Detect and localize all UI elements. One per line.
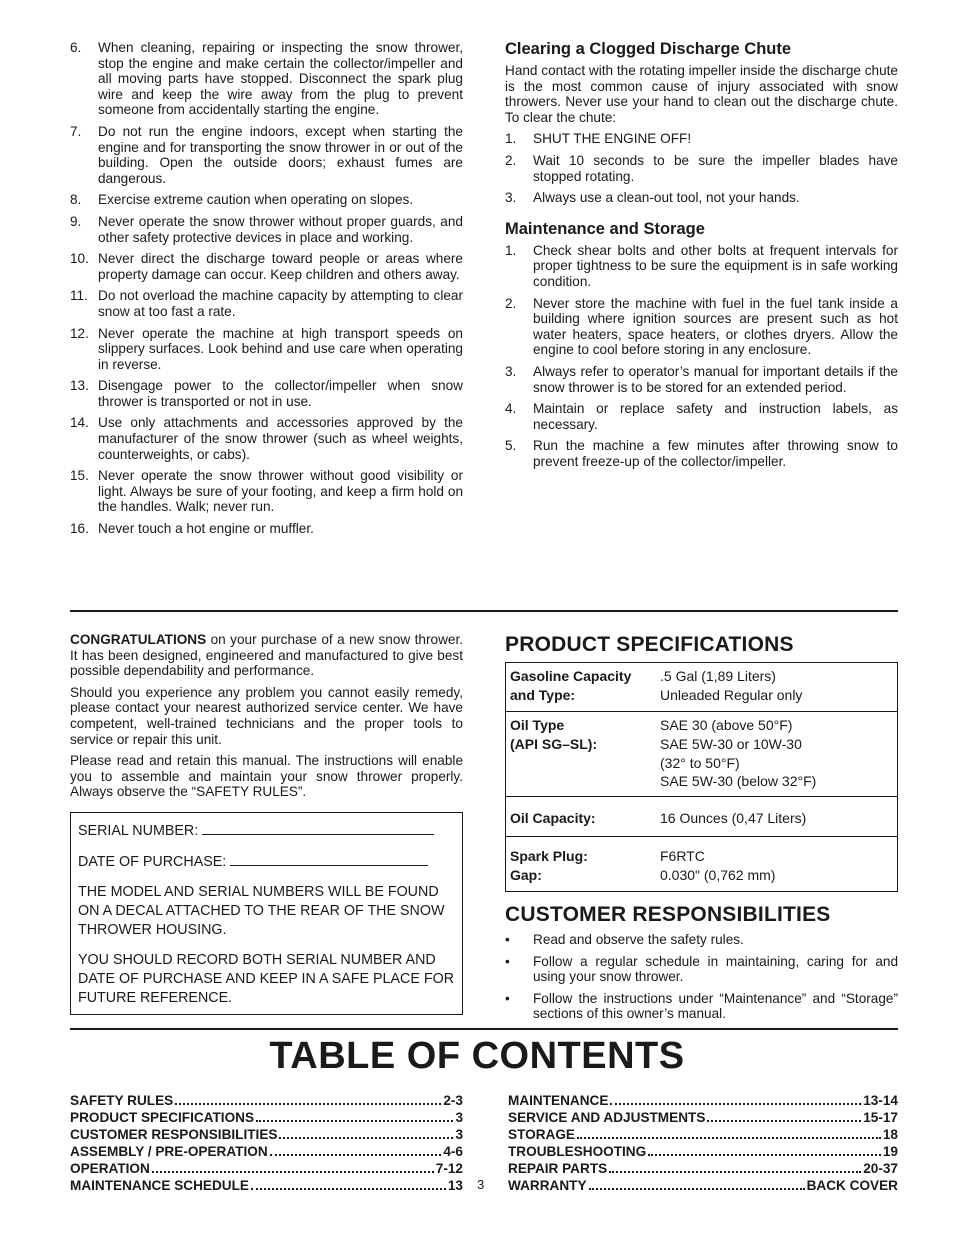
spec-row-gasoline: [506, 663, 898, 712]
toc-left-column: [70, 1092, 463, 1194]
list-item-number: 15.: [70, 468, 89, 484]
toc-entry[interactable]: [508, 1126, 898, 1143]
toc-leader-dots: [251, 1187, 446, 1190]
list-item-text: Follow the instructions under “Maintenance” and “Storage” sections of this owner’s manual.: [533, 990, 898, 1022]
chute-maintenance-column: [505, 40, 898, 475]
spec-value: .5 Gal (1,89 Liters): [660, 668, 776, 684]
toc-entry-page: 13-14: [863, 1093, 898, 1108]
list-item: [70, 415, 463, 462]
list-item-number: 4.: [505, 401, 517, 417]
list-item-text: Never operate the machine at high transport speeds on slippery surfaces. Look behind and use care when operating in reverse.: [98, 325, 463, 372]
toc-entry[interactable]: [70, 1143, 463, 1160]
toc-leader-dots: [610, 1102, 861, 1105]
serial-number-line: [78, 821, 455, 841]
congratulations-column: [70, 632, 463, 1015]
list-item-number: 5.: [505, 438, 517, 454]
safety-rules-list: [70, 40, 463, 537]
toc-divider: [70, 1028, 898, 1030]
list-item-text: Never store the machine with fuel in the fuel tank inside a building where ignition sources are present such as hot water heaters, space heaters, or clothes dryers. Allow the engine to cool before storing in any enclosure.: [533, 295, 898, 358]
spec-row-oil-type: [506, 712, 898, 797]
list-item-number: 3.: [505, 190, 517, 206]
list-item-number: 1.: [505, 131, 517, 147]
product-specifications-heading: PRODUCT SPECIFICATIONS: [505, 633, 794, 656]
toc-entry-title: PRODUCT SPECIFICATIONS: [70, 1110, 255, 1125]
list-item: [505, 401, 898, 432]
customer-responsibilities-heading: CUSTOMER RESPONSIBILITIES: [505, 903, 831, 926]
list-item-text: Never operate the snow thrower without good visibility or light. Always be sure of your footing, and keep a firm hold on the handles. Walk; never run.: [98, 468, 463, 515]
list-item-text: Exercise extreme caution when operating on slopes.: [98, 192, 414, 208]
list-item-text: Never direct the discharge toward people or areas where property damage can occur. Keep children and others away.: [98, 251, 463, 282]
toc-entry-title: CUSTOMER RESPONSIBILITIES: [70, 1127, 278, 1142]
serial-location-note: THE MODEL AND SERIAL NUMBERS WILL BE FOUND ON A DECAL ATTACHED TO THE REAR OF THE SNOW THROWER HOUSING.: [78, 883, 445, 938]
spec-label: and Type:: [510, 687, 576, 703]
list-item-text: Always use a clean-out tool, not your hands.: [533, 190, 800, 206]
retain-manual-paragraph: Please read and retain this manual. The instructions will enable you to assemble and maintain your snow thrower properly. Always observe the “SAFETY RULES”.: [70, 753, 463, 800]
list-item: [505, 932, 898, 948]
toc-leader-dots: [279, 1136, 453, 1139]
list-item-number: 13.: [70, 378, 89, 394]
list-item-text: SHUT THE ENGINE OFF!: [533, 131, 692, 147]
list-item: [70, 288, 463, 319]
safety-rules-column: [70, 40, 463, 543]
bullet-icon: •: [505, 990, 510, 1006]
list-item-number: 1.: [505, 242, 517, 258]
list-item: [70, 214, 463, 245]
list-item: [70, 326, 463, 373]
toc-leader-dots: [270, 1153, 442, 1156]
spec-value: SAE 30 (above 50°F): [660, 717, 793, 733]
list-item-number: 6.: [70, 40, 82, 55]
list-item-text: Wait 10 seconds to be sure the impeller blades have stopped rotating.: [533, 152, 898, 184]
toc-leader-dots: [175, 1102, 441, 1105]
list-item: [70, 251, 463, 282]
toc-entry-page: 19: [882, 1144, 898, 1159]
serial-number-blank[interactable]: [202, 821, 434, 835]
toc-entry-title: ASSEMBLY / PRE-OPERATION: [70, 1144, 268, 1159]
list-item-text: Read and observe the safety rules.: [533, 932, 744, 947]
list-item: [505, 243, 898, 290]
list-item: [505, 991, 898, 1022]
toc-entry-title: STORAGE: [508, 1127, 575, 1142]
spec-label: Oil Type: [510, 717, 565, 733]
toc-leader-dots: [256, 1119, 453, 1122]
spec-row-oil-capacity: [506, 797, 898, 837]
list-item-number: 2.: [505, 152, 517, 168]
list-item-number: 11.: [70, 288, 88, 304]
list-item-text: Maintain or replace safety and instruction labels, as necessary.: [533, 401, 898, 432]
list-item: [505, 296, 898, 358]
toc-entry-page: BACK COVER: [806, 1178, 898, 1193]
list-item-text: Run the machine a few minutes after throwing snow to prevent freeze-up of the collector/impeller.: [533, 438, 898, 469]
spec-label: Spark Plug:: [510, 848, 588, 864]
toc-entry[interactable]: [70, 1109, 463, 1126]
list-item: [505, 153, 898, 184]
customer-responsibilities-list: [505, 932, 898, 1022]
toc-entry-title: OPERATION: [70, 1161, 150, 1176]
spec-value: (32° to 50°F): [660, 755, 740, 771]
spec-value: F6RTC: [660, 848, 705, 864]
toc-entry-title: SERVICE AND ADJUSTMENTS: [508, 1110, 706, 1125]
list-item: [70, 378, 463, 409]
toc-entry-page: 3: [455, 1127, 463, 1142]
toc-entry-page: 3: [455, 1110, 463, 1125]
congrats-paragraph: [70, 632, 463, 679]
spec-row-spark-plug: [506, 837, 898, 892]
list-item-text: Use only attachments and accessories approved by the manufacturer of the snow thrower (such as wheel weights, counterweights, or cabs).: [98, 415, 463, 462]
toc-leader-dots: [707, 1119, 861, 1122]
list-item-text: Disengage power to the collector/impeller when snow thrower is transported or not in use.: [98, 378, 463, 409]
maintenance-storage-steps: [505, 243, 898, 470]
toc-leader-dots: [152, 1170, 434, 1173]
purchase-date-blank[interactable]: [230, 852, 428, 866]
toc-entry[interactable]: [70, 1160, 463, 1177]
list-item-number: 9.: [70, 213, 82, 229]
toc-entry-title: WARRANTY: [508, 1178, 587, 1193]
record-box: [70, 812, 463, 1015]
clogged-chute-steps: [505, 131, 898, 205]
toc-entry-title: TROUBLESHOOTING: [508, 1144, 647, 1159]
list-item: [70, 192, 463, 208]
toc-right-column: [508, 1092, 898, 1194]
toc-entry-title: MAINTENANCE: [508, 1093, 609, 1108]
toc-entry[interactable]: [70, 1177, 463, 1194]
support-paragraph: Should you experience any problem you cannot easily remedy, please contact your nearest authorized service center. We have competent, well-trained technicians and the proper tools to service or repair this unit.: [70, 684, 463, 747]
spec-value: Unleaded Regular only: [660, 687, 803, 703]
list-item-number: 14.: [70, 415, 89, 431]
toc-entry[interactable]: [70, 1092, 463, 1109]
toc-entry[interactable]: [70, 1126, 463, 1143]
list-item-text: Follow a regular schedule in maintaining, caring for and using your snow thrower.: [533, 953, 898, 985]
list-item: [70, 124, 463, 186]
clogged-chute-intro: Hand contact with the rotating impeller inside the discharge chute is the most common cause of injury associated with snow throwers. Never use your hand to clean out the discharge chute. To clear the chute:: [505, 63, 898, 125]
list-item-text: Do not overload the machine capacity by attempting to clear snow at too fast a rate.: [98, 288, 463, 319]
toc-entry-page: 13: [447, 1178, 463, 1193]
spec-value: 0.030" (0,762 mm): [660, 867, 776, 883]
spec-value: 16 Ounces (0,47 Liters): [660, 810, 807, 826]
spec-label: Gasoline Capacity: [510, 668, 632, 684]
toc-title: TABLE OF CONTENTS: [269, 1035, 685, 1077]
bullet-icon: •: [505, 932, 510, 947]
toc-entry-page: 7-12: [435, 1161, 463, 1176]
record-keeping-note: YOU SHOULD RECORD BOTH SERIAL NUMBER AND DATE OF PURCHASE AND KEEP IN A SAFE PLACE FOR FUTURE REFERENCE.: [78, 951, 455, 1006]
toc-entry[interactable]: [508, 1160, 898, 1177]
list-item-number: 3.: [505, 363, 517, 379]
toc-entry-title: REPAIR PARTS: [508, 1161, 608, 1176]
clogged-chute-heading: Clearing a Clogged Discharge Chute: [505, 40, 792, 58]
toc-entry[interactable]: [508, 1109, 898, 1126]
toc-entry[interactable]: [508, 1143, 898, 1160]
list-item-number: 7.: [70, 123, 82, 139]
specs-column: [505, 632, 898, 1028]
spec-value: SAE 5W-30 (below 32°F): [660, 773, 817, 789]
toc-leader-dots: [648, 1153, 881, 1156]
list-item: [505, 190, 898, 206]
list-item: [70, 521, 463, 537]
list-item: [505, 438, 898, 469]
toc-entry-page: 20-37: [863, 1161, 898, 1176]
toc-entry-page: 4-6: [443, 1144, 463, 1159]
list-item-number: 8.: [70, 192, 82, 208]
spec-value: SAE 5W-30 or 10W-30: [660, 736, 802, 752]
list-item-text: Never touch a hot engine or muffler.: [98, 521, 314, 537]
purchase-date-line: [78, 852, 455, 872]
list-item: [505, 364, 898, 395]
list-item-number: 16.: [70, 521, 89, 537]
list-item: [70, 468, 463, 515]
toc-leader-dots: [609, 1170, 861, 1173]
spec-label: (API SG–SL):: [510, 736, 598, 752]
toc-entry[interactable]: [508, 1177, 898, 1194]
toc-entry-title: MAINTENANCE SCHEDULE: [70, 1178, 249, 1193]
purchase-date-label: DATE OF PURCHASE:: [78, 853, 227, 870]
section-divider: [70, 610, 898, 612]
list-item-text: Always refer to operator’s manual for important details if the snow thrower is to be stored for an extended period.: [533, 363, 898, 395]
toc-leader-dots: [589, 1187, 805, 1190]
list-item-text: When cleaning, repairing or inspecting the snow thrower, stop the engine and make certain the collector/impeller and all moving parts have stopped. Disconnect the spark plug wire and keep the wire away from the plug to prevent someone from accidentally starting the engine.: [98, 40, 463, 118]
congrats-lead: CONGRATULATIONS: [70, 632, 207, 647]
specifications-table: [505, 662, 898, 892]
spec-label: Gap:: [510, 867, 542, 883]
toc-entry-page: 15-17: [863, 1110, 898, 1125]
list-item-text: Never operate the snow thrower without proper guards, and other safety protective devices in place and working.: [98, 213, 463, 245]
list-item-number: 12.: [70, 325, 89, 341]
congrats-text: on your purchase of a new snow thrower. It has been designed, engineered and manufactured to give best possible dependability and performance.: [70, 632, 463, 679]
serial-number-label: SERIAL NUMBER:: [78, 822, 199, 839]
toc-entry-page: 18: [882, 1127, 898, 1142]
list-item-text: Check shear bolts and other bolts at frequent intervals for proper tightness to be sure the equipment is in safe working condition.: [533, 242, 898, 289]
list-item: [70, 40, 463, 118]
toc-entry[interactable]: [508, 1092, 898, 1109]
toc-entry-page: 2-3: [443, 1093, 463, 1108]
list-item-number: 2.: [505, 295, 517, 311]
list-item-text: Do not run the engine indoors, except when starting the engine and for transporting the snow thrower in or out of the building. Open the outside doors; exhaust fumes are dangerous.: [98, 123, 463, 186]
list-item-number: 10.: [70, 251, 89, 267]
toc-entry-title: SAFETY RULES: [70, 1093, 174, 1108]
page-number: 3: [477, 1177, 485, 1192]
spec-label: Oil Capacity:: [510, 810, 596, 826]
list-item: [505, 954, 898, 985]
maintenance-storage-heading: Maintenance and Storage: [505, 219, 705, 238]
bullet-icon: •: [505, 953, 510, 969]
toc-leader-dots: [577, 1136, 881, 1139]
list-item: [505, 131, 898, 147]
